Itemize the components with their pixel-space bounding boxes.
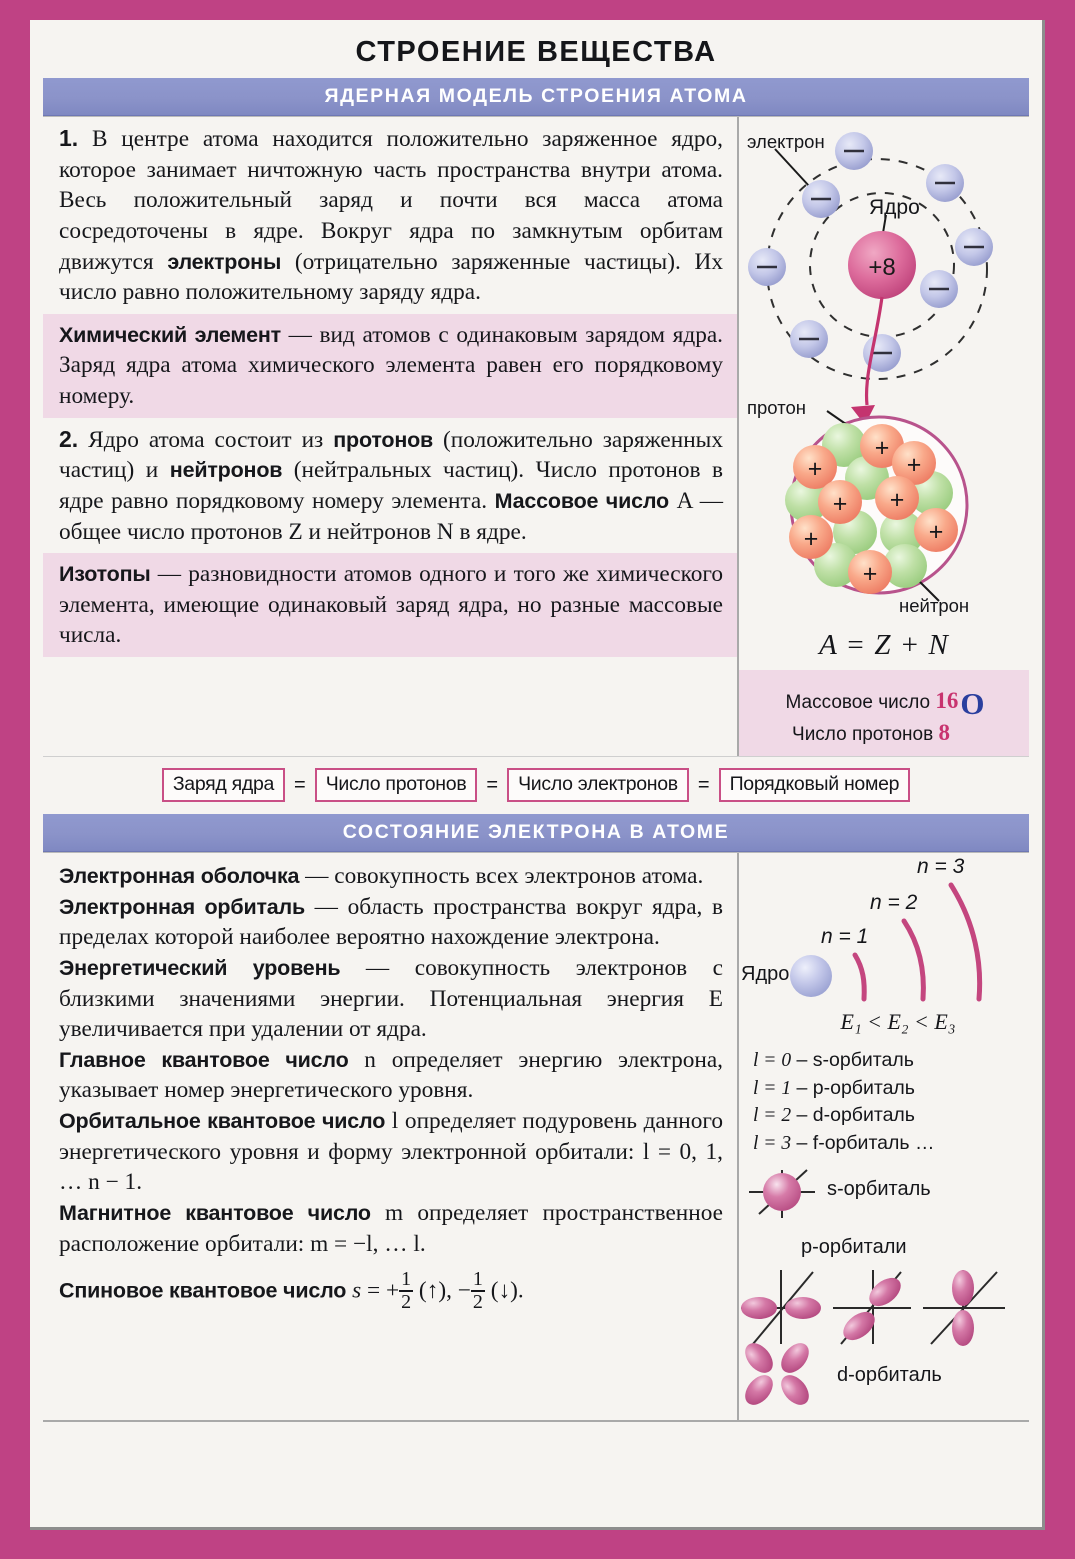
eq-item-electron-count: Число электронов <box>507 768 689 802</box>
def-orbital-quantum-number: l определяет подуровень данного энергетического уровня и форму электронной орбитали: l = 0, 1, … n − 1. <box>59 1108 723 1196</box>
isotopes-term: Изотопы <box>59 562 151 587</box>
page-title: СТРОЕНИЕ ВЕЩЕСТВА <box>355 36 717 68</box>
l-dash-0: – <box>796 1049 808 1072</box>
l-value-2: l = 2 <box>753 1105 792 1127</box>
svg-text:+: + <box>874 434 890 462</box>
isotope-notation <box>739 670 1029 756</box>
section1-columns <box>43 116 1029 756</box>
mass-number-definition: A — общее число протонов Z и нейтронов N в ядре. <box>59 487 723 545</box>
mass-number-term: Массовое число <box>494 488 669 513</box>
orbital-quantum-number-list <box>739 1047 1029 1158</box>
spin-quantum-line <box>43 1269 737 1326</box>
paragraph-1-text-a: В центре атома находится положительно заряженное ядро, которое занимает ничтожную часть пространства внутри атома. Весь положительный заряд и почти вся масса атома сосредоточены в ядре. Вокруг ядра по замкнутым орбитам движутся <box>59 126 723 275</box>
paragraph-2-t3: (нейтральных частиц). Число протонов в ядре равно порядковому номеру элемента. <box>59 457 723 514</box>
isotope-mass-label: Массовое число <box>785 692 931 713</box>
svg-text:+: + <box>928 518 944 546</box>
paragraph-2 <box>43 418 737 554</box>
l-list-item-2 <box>753 1102 1029 1130</box>
spin-plus: + <box>385 1277 400 1304</box>
eq-item-proton-count: Число протонов <box>315 768 478 802</box>
section-header-nuclear-model: ЯДЕРНАЯ МОДЕЛЬ СТРОЕНИЯ АТОМА <box>43 78 1029 116</box>
orbital-shapes-figure <box>739 1168 1029 1420</box>
eq-item-atomic-number: Порядковый номер <box>719 768 911 802</box>
l-dash-1: – <box>796 1076 808 1099</box>
label-s-orbital: s-орбиталь <box>827 1177 931 1200</box>
eq-operator-2: = <box>486 773 499 796</box>
label-neutron: нейтрон <box>899 595 970 616</box>
paragraph-2-t2: (положительно заряженных частиц) и <box>59 426 723 484</box>
label-d-orbital: d-орбиталь <box>837 1363 942 1386</box>
svg-text:+: + <box>862 560 878 588</box>
isotope-mass-value: 16 <box>935 688 959 713</box>
def-electron-orbital: — область пространства вокруг ядра, в пределах которой наиболее вероятно нахождение электрона. <box>59 893 723 951</box>
l-dash-3: – <box>796 1132 808 1155</box>
svg-text:+: + <box>803 525 819 553</box>
spin-fraction-negative: $\frac{1}{2}$ <box>472 1268 483 1313</box>
paragraph-1 <box>43 117 737 314</box>
paragraph-2-t1: Ядро атома состоит из <box>78 426 334 453</box>
isotope-protons-value: 8 <box>938 719 950 745</box>
eq-operator-1: = <box>294 773 306 796</box>
mass-number-formula: A = Z + N <box>819 629 949 661</box>
label-nucleus: Ядро <box>869 196 920 219</box>
spin-equals: = <box>366 1277 381 1304</box>
svg-text:+: + <box>889 486 905 514</box>
l-value-0: l = 0 <box>753 1050 792 1072</box>
equality-chain <box>43 756 1029 814</box>
label-electron: электрон <box>747 131 825 152</box>
energy-levels-figure <box>739 853 1029 1023</box>
isotope-row-mass <box>739 678 1029 721</box>
section-header-electron-state: СОСТОЯНИЕ ЭЛЕКТРОНА В АТОМЕ <box>43 814 1029 852</box>
term-spin-quantum-number: Спиновое квантовое число <box>59 1278 347 1303</box>
isotope-protons-label: Число протонов <box>792 723 934 745</box>
spin-minus: − <box>457 1277 471 1304</box>
l-name-2: d-орбиталь <box>812 1104 915 1127</box>
paragraph-2-number: 2. <box>59 425 79 452</box>
svg-text:+: + <box>906 451 922 479</box>
nucleus-composition-svg <box>739 405 1029 627</box>
def-magnetic-quantum-number: m определяет пространственное расположение орбитали: m = −l, … l. <box>59 1199 723 1257</box>
label-p-orbitals: p-орбитали <box>801 1235 907 1258</box>
svg-text:+: + <box>832 490 848 518</box>
py-orbital-glyph <box>833 1270 911 1346</box>
def-electron-shell: — совокупность всех электронов атома. <box>299 863 704 890</box>
atom-model-svg <box>739 117 1029 413</box>
section2-text <box>43 853 737 1269</box>
def-energy-level: — совокупность электронов с близкими значениями энергии. Потенциальная энергия E увеличивается при удалении от ядра. <box>59 954 723 1043</box>
paragraph-2-bold-protons: протонов <box>333 427 434 452</box>
eq-operator-3: = <box>697 773 710 796</box>
energy-level-n2: n = 2 <box>870 891 918 915</box>
term-electron-orbital: Электронная орбиталь <box>59 894 306 919</box>
paragraph-2-bold-neutrons: нейтронов <box>169 458 283 483</box>
spin-var: s <box>352 1277 362 1304</box>
pz-orbital-glyph <box>923 1270 1005 1346</box>
section2-columns <box>43 852 1029 1422</box>
energy-inequality: E₁ < E₂ < E₃ <box>840 1009 956 1035</box>
d-orbital-glyph <box>740 1338 815 1410</box>
term-electron-shell: Электронная оболочка <box>59 864 300 889</box>
section1-right-column <box>739 117 1029 756</box>
def-principal-quantum-number: n определяет энергию электрона, указывает номер энергетического уровня. <box>59 1046 724 1104</box>
poster-page <box>30 20 1045 1530</box>
l-list-item-3 <box>753 1130 1029 1158</box>
paragraph-1-number: 1. <box>59 125 79 151</box>
s-orbital-glyph <box>749 1170 815 1218</box>
isotopes-definition: — разновидности атомов одного и того же химического элемента, имеющие одинаковый заряд ядра, но разные массовые числа. <box>59 561 723 649</box>
label-nucleus-small: Ядро <box>741 963 790 986</box>
eq-item-nuclear-charge: Заряд ядра <box>162 768 285 802</box>
l-value-1: l = 1 <box>753 1077 792 1099</box>
term-orbital-quantum-number: Орбитальное квантовое число <box>59 1109 386 1134</box>
isotope-symbol: O <box>960 686 985 721</box>
spin-fraction-positive: $\frac{1}{2}$ <box>401 1268 412 1313</box>
svg-text:+: + <box>807 455 823 483</box>
l-value-3: l = 3 <box>753 1133 792 1155</box>
nucleus-charge-text: +8 <box>868 254 896 281</box>
l-name-1: p-орбиталь <box>812 1076 915 1099</box>
l-name-3: f-орбиталь … <box>812 1132 935 1155</box>
term-energy-level: Энергетический уровень <box>59 955 341 980</box>
l-list-item-1 <box>753 1075 1029 1103</box>
term-principal-quantum-number: Главное квантовое число <box>59 1047 349 1072</box>
l-name-0: s-орбиталь <box>812 1049 914 1072</box>
block-chemical-element <box>43 314 737 418</box>
spin-arrow-down: (↓). <box>490 1277 524 1304</box>
section1-left-column <box>43 117 739 756</box>
section2-right-column <box>739 853 1029 1420</box>
isotope-row-protons <box>739 718 1029 747</box>
energy-levels-svg <box>739 853 1029 1023</box>
chemical-element-term: Химический элемент <box>59 322 281 347</box>
paragraph-1-bold-electrons: электроны <box>167 249 282 274</box>
l-dash-2: – <box>796 1104 808 1127</box>
chemical-element-definition: — вид атомов с одинаковым зарядом ядра. Заряд ядра атома химического элемента равен его порядковому номеру. <box>59 321 724 409</box>
spin-arrow-up: (↑), <box>418 1277 452 1304</box>
px-orbital-glyph <box>741 1270 821 1344</box>
block-isotopes <box>43 553 737 657</box>
l-list-item-0 <box>753 1047 1029 1075</box>
term-magnetic-quantum-number: Магнитное квантовое число <box>59 1200 371 1225</box>
label-proton: протон <box>747 397 806 418</box>
section2-left-column <box>43 853 739 1420</box>
paragraph-1-text-b: (отрицательно заряженные частицы). Их число равно положительному заряду ядра. <box>59 248 723 306</box>
atom-model-figure <box>739 117 1029 413</box>
energy-level-n1: n = 1 <box>821 925 869 949</box>
nucleus-composition-figure <box>739 397 1029 627</box>
energy-level-n3: n = 3 <box>917 855 965 879</box>
